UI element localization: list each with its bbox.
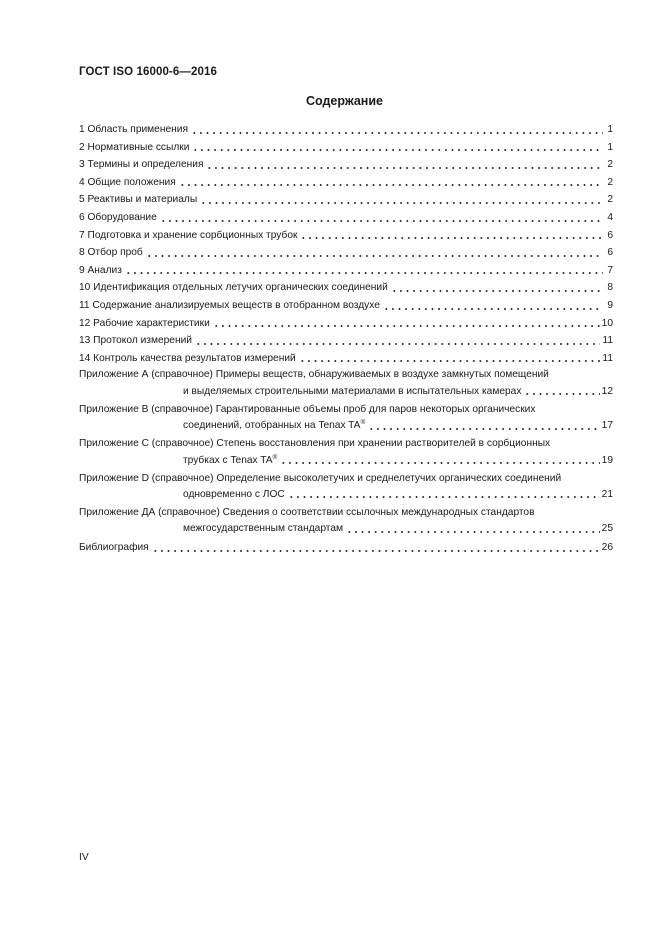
dot-leader — [288, 487, 600, 499]
toc-entry[interactable] — [79, 139, 613, 157]
toc-entry-page: 1 — [607, 124, 613, 135]
toc-entry-page: 11 — [602, 335, 613, 347]
toc-entry-page: 6 — [607, 247, 613, 259]
toc-entry-page: 9 — [607, 299, 613, 311]
toc-entry-label: 8 Отбор проб — [79, 247, 143, 259]
dot-leader — [191, 123, 603, 135]
toc-appendix-continuation — [183, 418, 365, 434]
toc-entry[interactable] — [79, 244, 613, 262]
dot-leader — [213, 316, 600, 328]
toc-entry[interactable] — [79, 191, 613, 209]
toc-appendix-continuation — [183, 453, 277, 469]
dot-leader — [299, 351, 601, 363]
toc-appendix-title: Приложение А (справочное) Примеры веществ, обнаруживаемых в воздухе замкнутых помещений — [79, 369, 549, 381]
toc-entry-bibliography[interactable] — [79, 539, 613, 557]
toc-entry-page: 26 — [601, 542, 613, 554]
dot-leader — [206, 158, 603, 170]
toc-entry-label: 2 Нормативные ссылки — [79, 141, 190, 153]
toc-entry-label: 9 Анализ — [79, 264, 122, 276]
toc-appendix-line: межгосударственным стандартам — [183, 523, 343, 535]
toc-entry-page: 25 — [601, 523, 613, 535]
table-of-contents — [79, 121, 613, 557]
dot-leader — [368, 419, 599, 431]
toc-entry[interactable] — [79, 315, 613, 333]
toc-sections — [79, 121, 613, 367]
toc-entry-page: 4 — [607, 211, 613, 223]
toc-entry-label: 7 Подготовка и хранение сорбционных трубок — [79, 229, 298, 241]
toc-appendix-line: и выделяемых строительными материалами в испытательных камерах — [183, 385, 522, 397]
toc-appendix-entry[interactable] — [79, 436, 613, 469]
toc-appendix-entry[interactable] — [79, 471, 613, 504]
page-title: Содержание — [305, 94, 383, 108]
toc-appendix-line: соединений, отобранных на Tenax TA — [183, 420, 361, 432]
toc-entry[interactable] — [79, 156, 613, 174]
toc-entry-page: 17 — [601, 420, 613, 432]
toc-appendix-continuation — [183, 487, 285, 503]
toc-appendix-line: одновременно с ЛОС — [183, 488, 285, 500]
dot-leader — [383, 299, 603, 311]
toc-appendix-continuation — [183, 384, 521, 400]
toc-entry[interactable] — [79, 227, 613, 245]
toc-entry-label: 13 Протокол измерений — [79, 335, 192, 347]
toc-entry-page: 21 — [601, 488, 613, 500]
dot-leader — [146, 246, 603, 258]
toc-entry-label: 10 Идентификация отдельных летучих органических соединений — [79, 282, 388, 294]
toc-entry-label: 6 Оборудование — [79, 211, 157, 223]
dot-leader — [300, 228, 603, 240]
toc-entry[interactable] — [79, 350, 613, 368]
toc-entry-page: 1 — [607, 141, 613, 153]
registered-mark: ® — [360, 419, 366, 427]
toc-appendix-title: Приложение ДА (справочное) Сведения о соответствии ссылочных международных стандартов — [79, 506, 535, 518]
registered-mark: ® — [272, 453, 278, 461]
dot-leader — [391, 281, 603, 293]
dot-leader — [524, 384, 599, 396]
dot-leader — [346, 522, 600, 534]
toc-entry[interactable] — [79, 262, 613, 280]
toc-entry-page: 2 — [607, 176, 613, 188]
dot-leader — [125, 263, 603, 275]
toc-appendix-entry[interactable] — [79, 505, 613, 538]
toc-entry-page: 8 — [607, 282, 613, 294]
toc-appendices — [79, 367, 613, 537]
toc-appendix-title: Приложение В (справочное) Гарантированные объемы проб для паров некоторых органических — [79, 403, 536, 415]
toc-entry-page: 19 — [601, 454, 613, 466]
toc-entry-page: 10 — [601, 317, 613, 329]
toc-appendix-title: Приложение С (справочное) Степень восстановления при хранении растворителей в сорбционных — [79, 438, 551, 450]
toc-entry-label: 14 Контроль качества результатов измерений — [79, 352, 296, 364]
toc-entry[interactable] — [79, 332, 613, 350]
toc-entry[interactable] — [79, 279, 613, 297]
toc-appendix-title: Приложение D (справочное) Определение высоколетучих и среднелетучих органических соединений — [79, 472, 562, 484]
dot-leader — [280, 453, 599, 465]
dot-leader — [200, 193, 603, 205]
toc-entry-label: 3 Термины и определения — [79, 159, 204, 171]
toc-entry-label: 4 Общие положения — [79, 176, 176, 188]
toc-appendix-entry[interactable] — [79, 367, 613, 400]
toc-entry-label: 5 Реактивы и материалы — [79, 194, 198, 206]
toc-entry-page: 2 — [607, 159, 613, 171]
toc-entry-page: 11 — [602, 352, 613, 364]
toc-entry-page: 12 — [601, 385, 613, 397]
dot-leader — [179, 175, 603, 187]
toc-entry-label: 12 Рабочие характеристики — [79, 317, 210, 329]
toc-entry[interactable] — [79, 297, 613, 315]
dot-leader — [152, 541, 600, 553]
toc-entry-label: Библиография — [79, 542, 149, 554]
toc-appendix-continuation — [183, 521, 343, 537]
dot-leader — [195, 334, 600, 346]
toc-entry-page: 7 — [607, 264, 613, 276]
dot-leader — [160, 211, 603, 223]
toc-entry[interactable] — [79, 174, 613, 192]
toc-entry[interactable] — [79, 121, 613, 139]
toc-entry-page: 6 — [607, 229, 613, 241]
dot-leader — [192, 140, 603, 152]
toc-appendix-line: трубках с Tenax TA — [183, 454, 273, 466]
toc-appendix-entry[interactable] — [79, 402, 613, 435]
page-number: IV — [79, 852, 89, 863]
document-code: ГОСТ ISO 16000-6—2016 — [79, 66, 217, 78]
toc-entry[interactable] — [79, 209, 613, 227]
toc-entry-label: 11 Содержание анализируемых веществ в отобранном воздухе — [79, 299, 380, 311]
toc-entry-label: 1 Область применения — [79, 124, 188, 135]
toc-entry-page: 2 — [607, 194, 613, 206]
